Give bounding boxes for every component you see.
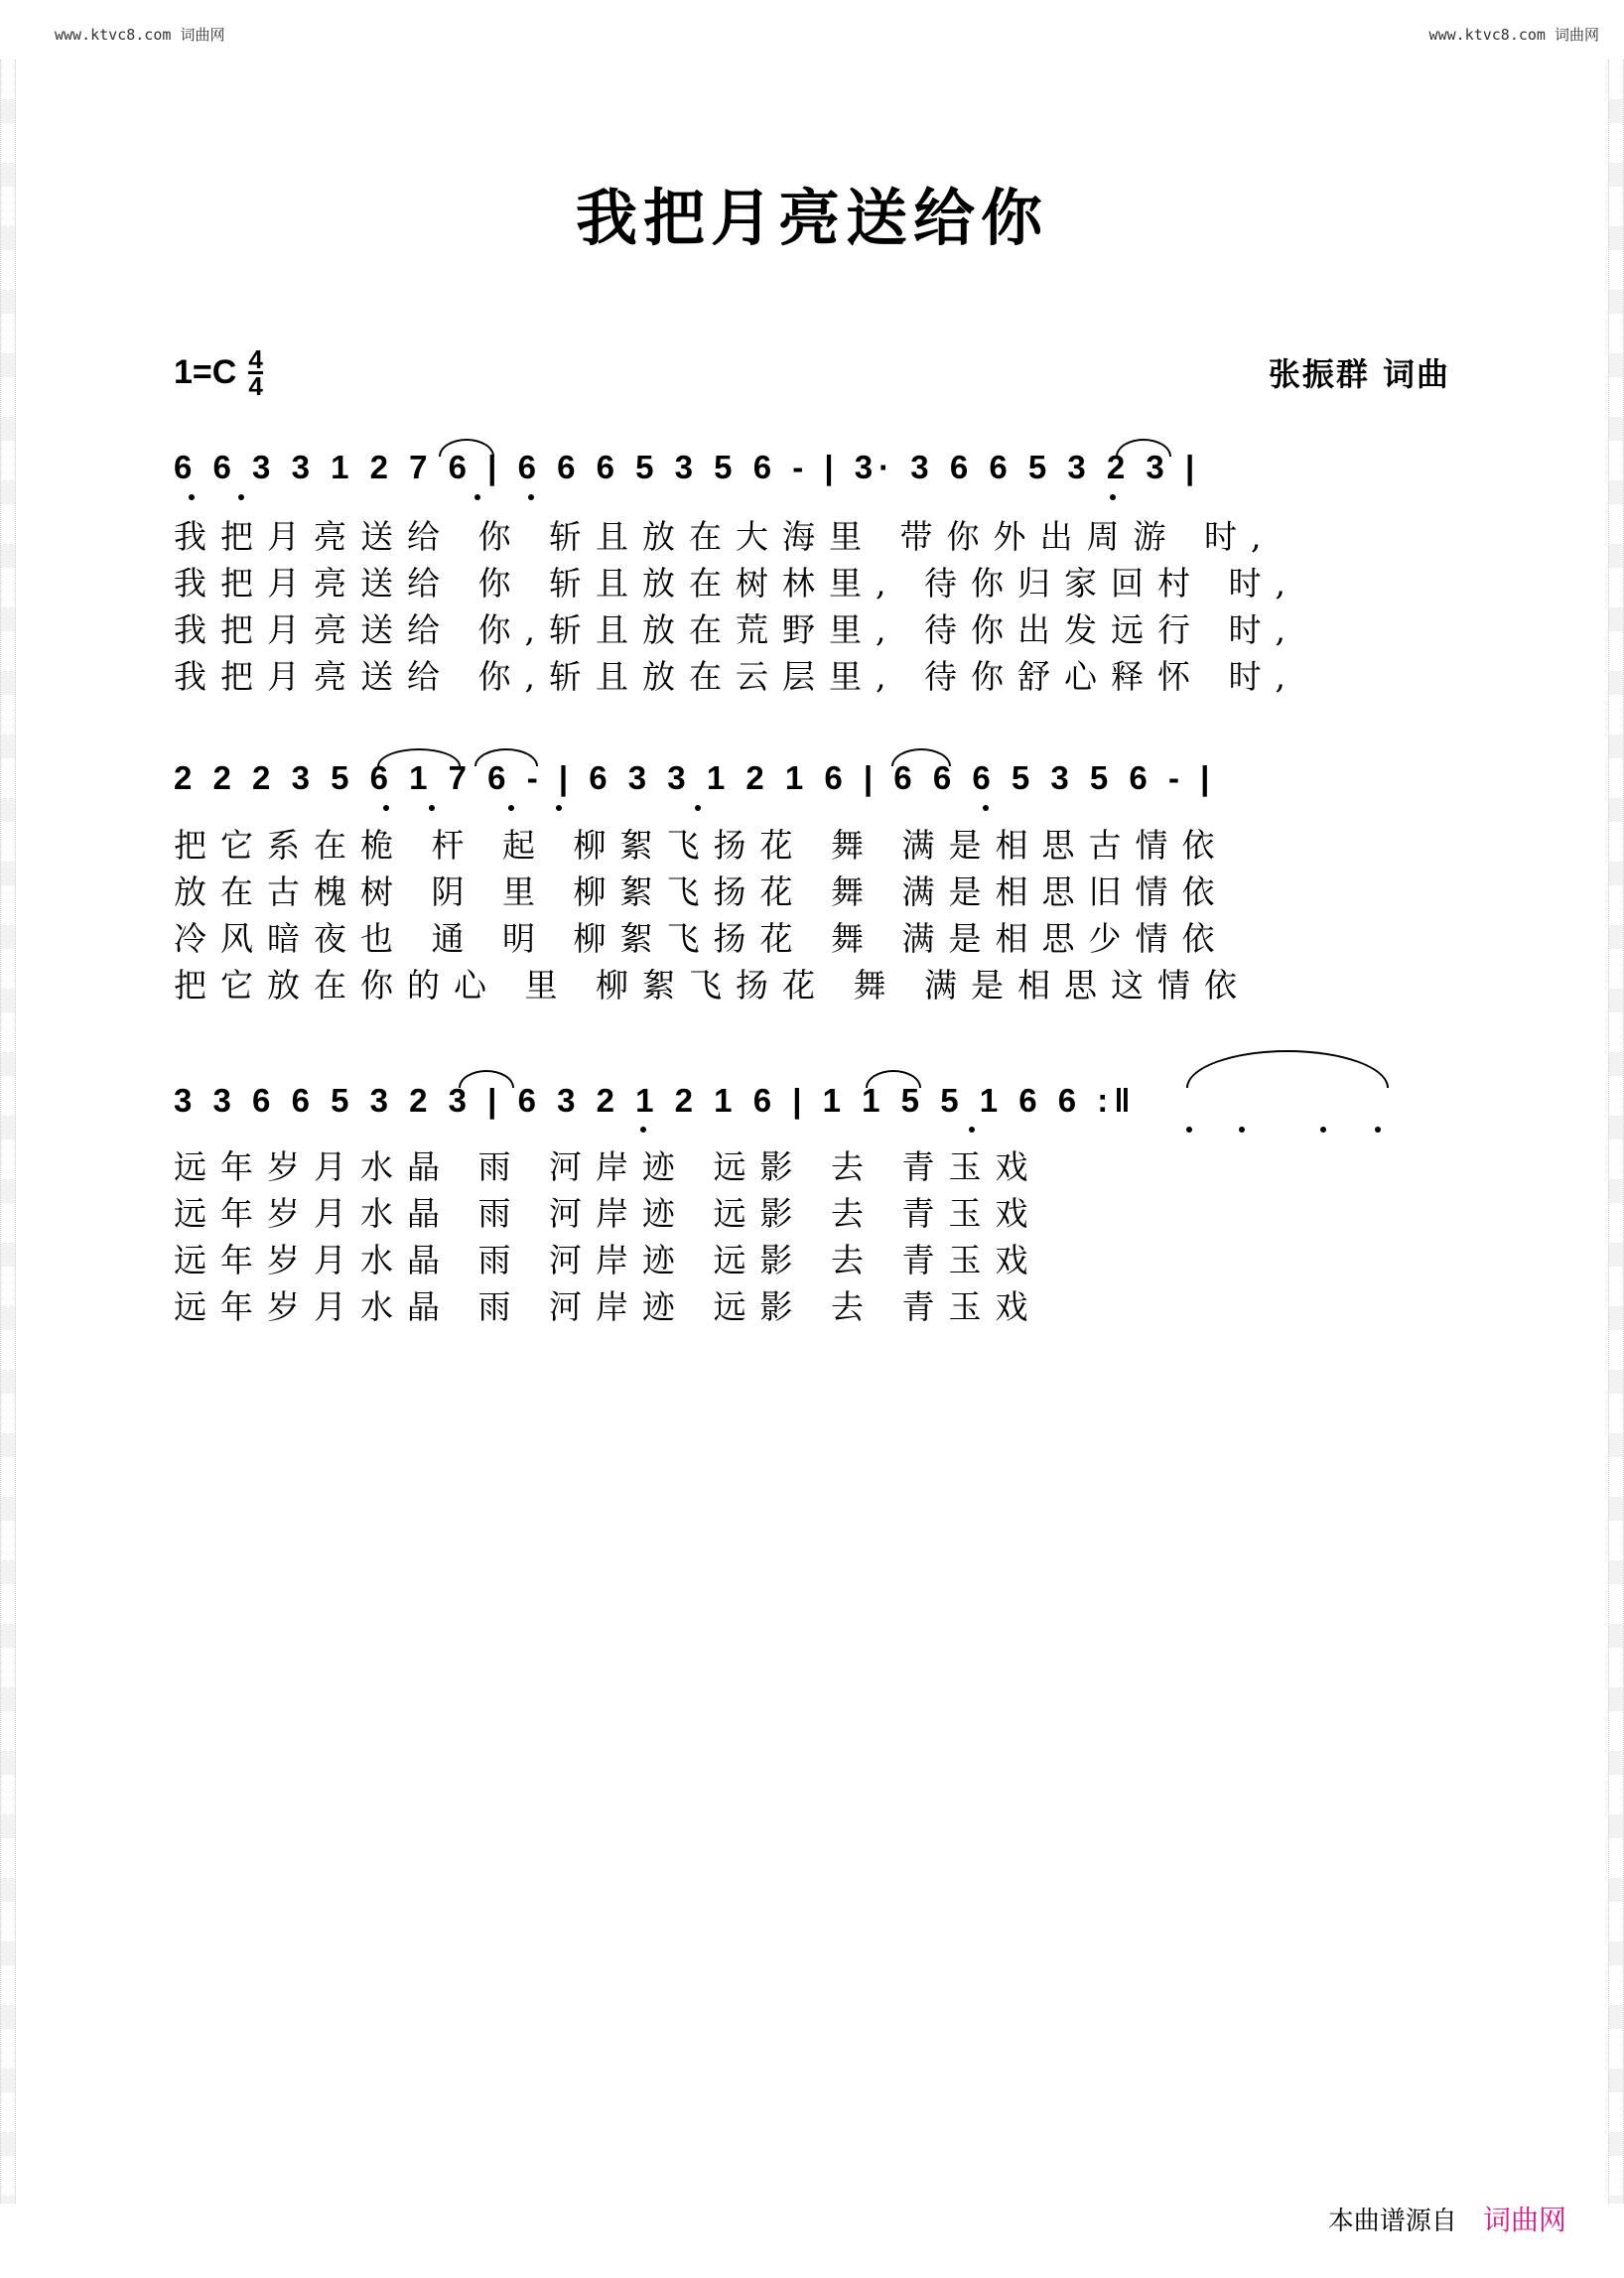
low-octave-dot <box>429 805 435 811</box>
lyric-line-3-1: 远年岁月水晶 雨 河岸迹 远影 去 青玉戏 <box>174 1147 1042 1186</box>
low-octave-dot <box>640 1127 646 1133</box>
slur <box>1186 1050 1389 1088</box>
low-octave-dot <box>1186 1127 1192 1133</box>
header-right <box>1429 24 1599 45</box>
low-octave-dot <box>238 494 244 500</box>
watermark-strip-right <box>1608 60 1624 2204</box>
notation-row-1: 6 6 3 3 1 2 7 6 | 6 6 6 5 3 5 6 - | 3· 3 6 6 5 3 2 3 | <box>174 449 1201 485</box>
lyric-line-2-2: 放在古槐树 阴 里 柳絮飞扬花 舞 满是相思旧情依 <box>174 872 1229 911</box>
key-signature <box>174 344 263 401</box>
low-octave-dot <box>528 494 534 500</box>
lyric-line-2-3: 冷风暗夜也 通 明 柳絮飞扬花 舞 满是相思少情依 <box>174 919 1229 958</box>
header-left-site[interactable]: 词曲网 <box>180 26 225 44</box>
low-octave-dot <box>695 805 701 811</box>
low-octave-dot <box>383 805 389 811</box>
lyric-line-2-1: 把它系在桅 杆 起 柳絮飞扬花 舞 满是相思古情依 <box>174 826 1229 865</box>
lyric-line-3-3: 远年岁月水晶 雨 河岸迹 远影 去 青玉戏 <box>174 1241 1042 1279</box>
lyric-line-2-4: 把它放在你的心 里 柳絮飞扬花 舞 满是相思这情依 <box>174 966 1251 1005</box>
low-octave-dot <box>508 805 514 811</box>
slur <box>459 1070 514 1088</box>
watermark-strip-left <box>0 60 16 2204</box>
lyric-line-3-2: 远年岁月水晶 雨 河岸迹 远影 去 青玉戏 <box>174 1194 1042 1233</box>
footer-source-label: 本曲谱源自 <box>1327 2207 1457 2236</box>
song-title: 我把月亮送给你 <box>575 182 1048 254</box>
low-octave-dot <box>189 494 195 500</box>
notation-row-2: 2 2 2 3 5 6 1 7 6 - | 6 3 3 1 2 1 6 | 6 6 6 5 3 5 6 - | <box>174 759 1216 796</box>
header-left-url[interactable]: www.ktvc8.com <box>55 26 172 44</box>
lyric-line-1-3: 我把月亮送给 你,斩且放在荒野里, 待你出发远行 时, <box>174 610 1299 649</box>
header-right-site[interactable]: 词曲网 <box>1554 26 1599 44</box>
low-octave-dot <box>1239 1127 1245 1133</box>
author-credit: 张振群 词曲 <box>1268 355 1450 393</box>
header-right-url[interactable]: www.ktvc8.com <box>1428 26 1546 44</box>
slur <box>891 748 951 766</box>
lyric-line-3-4: 远年岁月水晶 雨 河岸迹 远影 去 青玉戏 <box>174 1287 1042 1326</box>
slur <box>377 748 461 766</box>
slur <box>474 748 538 766</box>
footer-source-site[interactable]: 词曲网 <box>1482 2204 1566 2236</box>
slur <box>1116 439 1171 457</box>
footer-credit <box>1328 2199 1566 2238</box>
lyric-line-1-1: 我把月亮送给 你 斩且放在大海里 带你外出周游 时, <box>174 517 1276 556</box>
lyric-line-1-4: 我把月亮送给 你,斩且放在云层里, 待你舒心释怀 时, <box>174 657 1299 696</box>
slur <box>439 439 494 457</box>
slur <box>866 1070 921 1088</box>
low-octave-dot <box>1375 1127 1381 1133</box>
low-octave-dot <box>1110 494 1116 500</box>
low-octave-dot <box>1320 1127 1326 1133</box>
lyric-line-1-2: 我把月亮送给 你 斩且放在树林里, 待你归家回村 时, <box>174 564 1299 603</box>
low-octave-dot <box>969 1127 975 1133</box>
time-signature <box>248 344 263 401</box>
notation-row-3: 3 3 6 6 5 3 2 3 | 6 3 2 1 2 1 6 | 1 1 5 5 1 6 6 :‖ <box>174 1082 1137 1119</box>
header-left <box>55 24 224 45</box>
low-octave-dot <box>556 805 562 811</box>
low-octave-dot <box>983 805 989 811</box>
key-label: 1=C <box>174 353 237 391</box>
time-bottom: 4 <box>248 371 263 401</box>
low-octave-dot <box>474 494 480 500</box>
time-top: 4 <box>248 344 263 374</box>
